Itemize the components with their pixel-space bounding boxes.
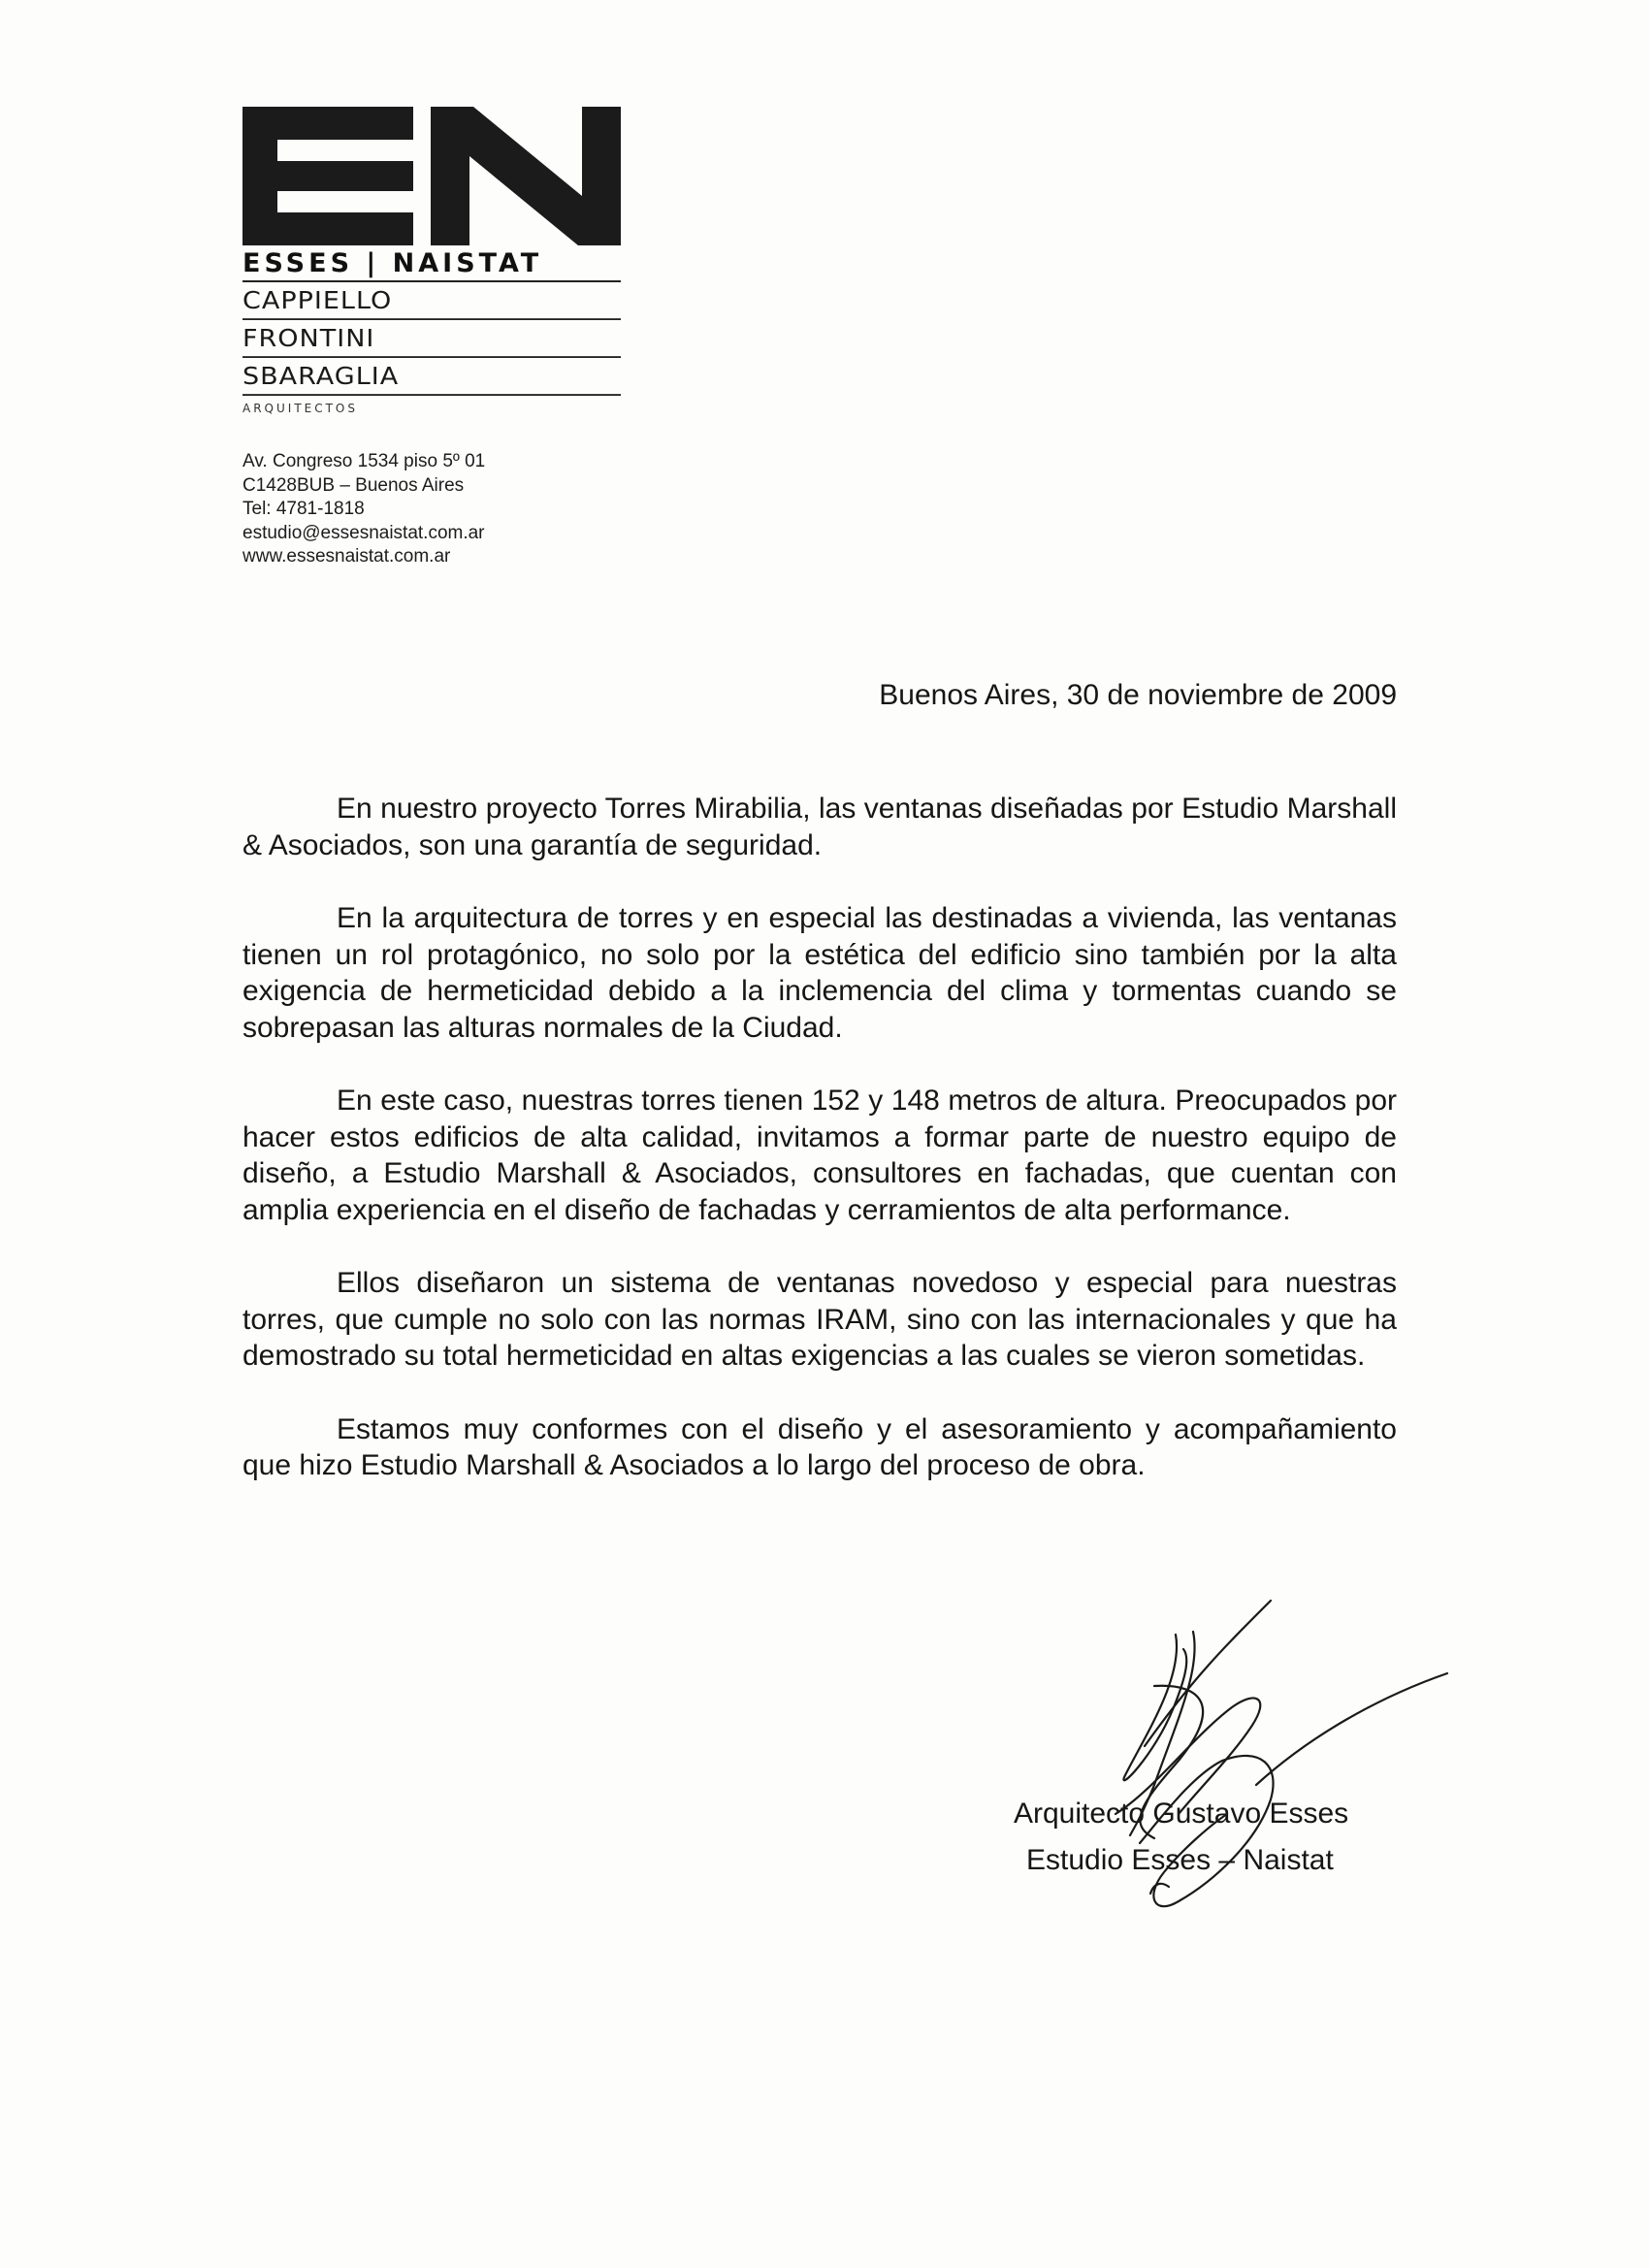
address-city: C1428BUB – Buenos Aires: [242, 474, 465, 496]
body-paragraph: En nuestro proyecto Torres Mirabilia, las ventanas diseñadas por Estudio Marshall & Asociados, son una garantía de seguridad.: [242, 793, 1397, 861]
body-paragraph: Estamos muy conformes con el diseño y el asesoramiento y acompañamiento que hizo Estudio Marshall & Asociados a lo largo del proceso de obra.: [242, 1412, 1397, 1481]
body-paragraph: Ellos diseñaron un sistema de ventanas novedoso y especial para nuestras torres, que cumple no solo con las normas IRAM, sino con las internacionales y que ha demostrado su total hermeticidad en altas exigencias a las cuales se vieron sometidas.: [242, 1267, 1397, 1372]
website-link[interactable]: www.essesnaistat.com.ar: [242, 546, 451, 567]
address-street: Av. Congreso 1534 piso 5º 01: [242, 451, 486, 471]
firm-name: ESSES | NAISTAT: [242, 249, 621, 282]
firm-tagline: ARQUITECTOS: [242, 402, 358, 415]
partner-name: FRONTINI: [242, 323, 621, 358]
signatory-name: Arquitecto Gustavo Esses: [1014, 1798, 1349, 1830]
body-paragraph: En la arquitectura de torres y en especial las destinadas a vivienda, las ventanas tienen un rol protagónico, no solo por la estética del edificio sino también por la alta exigencia de hermeticidad debido a la inclemencia del clima y tormentas cuando se sobrepasan las alturas normales de la Ciudad.: [242, 902, 1397, 1044]
signatory-studio: Estudio Esses – Naistat: [1026, 1844, 1334, 1876]
signature-block: [1014, 1796, 1348, 1879]
partner-name: SBARAGLIA: [242, 361, 621, 396]
phone: Tel: 4781-1818: [242, 499, 365, 519]
letterhead: [242, 107, 621, 415]
body-paragraph: En este caso, nuestras torres tienen 152 y 148 metros de altura. Preocupados por hacer estos edificios de alta calidad, invitamos a formar parte de nuestro equipo de diseño, a Estudio Marshall & Asociados, consultores en fachadas, que cuentan con amplia experiencia en el diseño de fachadas y cerramientos de alta performance.: [242, 1085, 1397, 1226]
letter-body: [242, 791, 1397, 1521]
partner-name: CAPPIELLO: [242, 285, 621, 320]
email-link[interactable]: estudio@essesnaistat.com.ar: [242, 522, 485, 543]
contact-block: [242, 450, 485, 569]
firm-logo-en: [242, 107, 621, 245]
letter-date: Buenos Aires, 30 de noviembre de 2009: [879, 679, 1397, 711]
